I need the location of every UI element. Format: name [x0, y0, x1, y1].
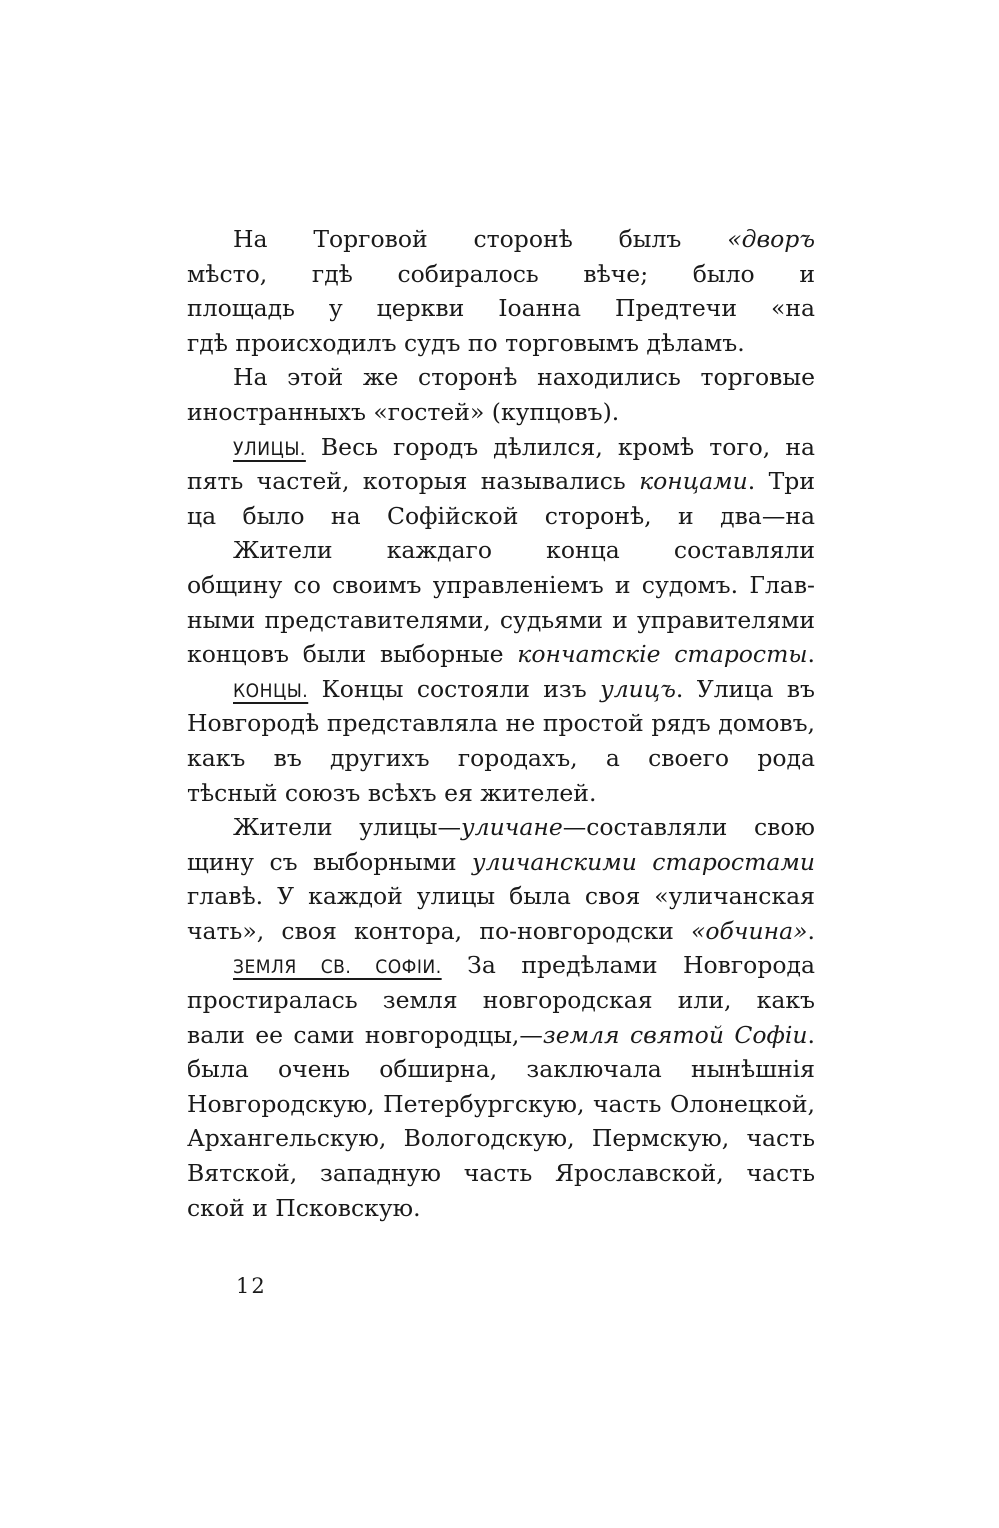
- text-line: [187, 706, 815, 741]
- text-line: [187, 1052, 815, 1087]
- italic-term: кончатскіе старосты: [517, 640, 808, 669]
- text-run: ными представителями, судьями и управителями: [187, 605, 815, 634]
- text-line: [187, 637, 815, 672]
- text-line: [187, 741, 815, 776]
- text-run: Жители улицы—: [233, 813, 461, 842]
- italic-term: концами: [639, 467, 748, 496]
- text-run: Жители каждаго конца составляли: [233, 536, 815, 565]
- text-line: [187, 1087, 815, 1122]
- text-run: чать», своя контора, по-новгородски: [187, 916, 692, 945]
- text-line: [187, 948, 815, 983]
- text-line: [187, 914, 815, 949]
- italic-term: уличане: [461, 813, 563, 842]
- text-line: [187, 360, 815, 395]
- italic-term: «дворъ: [727, 225, 815, 253]
- text-run: вали ее сами новгородцы,—: [187, 1020, 543, 1049]
- text-run: .: [807, 1020, 815, 1049]
- text-run: Новгородѣ представляла не простой рядъ домовъ,: [187, 709, 815, 738]
- text-run: На этой же сторонѣ находились торговые: [233, 363, 815, 392]
- text-run: какъ въ другихъ городахъ, а своего рода: [187, 743, 815, 772]
- text-run: . Улица въ: [675, 674, 815, 703]
- italic-term: улицъ: [600, 674, 676, 703]
- text-line: [187, 672, 815, 707]
- text-run: иностранныхъ «гостей» (купцовъ).: [187, 397, 620, 426]
- text-run: общину со своимъ управленіемъ и судомъ. Глав-: [187, 570, 815, 599]
- text-run: Новгородскую, Петербургскую, часть Олонецкой,: [187, 1089, 815, 1118]
- text-run: ской и Псковскую.: [187, 1193, 421, 1222]
- text-line: [187, 983, 815, 1018]
- text-run: простиралась земля новгородская или, какъ: [187, 986, 815, 1015]
- text-run: Вятской, западную часть Ярославской, часть: [187, 1159, 815, 1188]
- text-run: —составляли свою: [562, 813, 815, 842]
- text-line: [187, 879, 815, 914]
- text-line: [187, 1121, 815, 1156]
- text-run: Архангельскую, Вологодскую, Пермскую, часть: [187, 1124, 815, 1153]
- text-line: [187, 395, 815, 430]
- italic-term: «обчина»: [691, 916, 808, 945]
- text-run: главѣ. У каждой улицы была своя «уличанская: [187, 882, 815, 911]
- text-line: [187, 603, 815, 638]
- text-line: [187, 1018, 815, 1053]
- text-line: [187, 1156, 815, 1191]
- text-line: [187, 464, 815, 499]
- text-run: концовъ были выборные: [187, 640, 518, 669]
- text-run: площадь у церкви Іоанна Предтечи «на: [187, 294, 815, 323]
- page-number: 12: [236, 1274, 267, 1298]
- text-run: была очень обширна, заключала нынѣшнія: [187, 1055, 815, 1084]
- text-run: За предѣлами Новгорода: [441, 951, 815, 980]
- italic-term: земля святой Софіи: [542, 1020, 808, 1049]
- text-line: [187, 1191, 815, 1226]
- text-run: Концы состояли изъ: [308, 674, 601, 703]
- page-text: [187, 222, 815, 1225]
- text-run: щину съ выборными: [187, 847, 473, 876]
- text-run: мѣсто, гдѣ собиралось вѣче; было и: [187, 259, 815, 288]
- text-line: [187, 291, 815, 326]
- text-line: [187, 499, 815, 534]
- text-run: На Торговой сторонѣ былъ: [233, 225, 728, 253]
- text-run: .: [807, 916, 815, 945]
- marginal-heading: УЛИЦЫ.: [233, 437, 306, 460]
- text-line: [187, 810, 815, 845]
- text-line: [187, 257, 815, 292]
- text-line: [187, 326, 815, 361]
- text-run: тѣсный союзъ всѣхъ ея жителей.: [187, 778, 597, 807]
- text-line: [187, 776, 815, 811]
- text-run: гдѣ происходилъ судъ по торговымъ дѣламъ.: [187, 328, 745, 357]
- text-line: [187, 533, 815, 568]
- text-line: [187, 845, 815, 880]
- text-run: . Три: [747, 467, 815, 496]
- text-run: Весь городъ дѣлился, кромѣ того, на: [305, 432, 815, 461]
- text-line: [187, 222, 815, 257]
- text-run: .: [807, 640, 815, 669]
- text-line: [187, 430, 815, 465]
- marginal-heading: ЗЕМЛЯ СВ. СОФІИ.: [233, 956, 442, 979]
- marginal-heading: КОНЦЫ.: [233, 679, 309, 702]
- text-run: пять частей, которыя назывались: [187, 467, 640, 496]
- italic-term: уличанскими старостами: [472, 847, 815, 876]
- text-run: ца было на Софійской сторонѣ, и два—на: [187, 501, 815, 530]
- text-line: [187, 568, 815, 603]
